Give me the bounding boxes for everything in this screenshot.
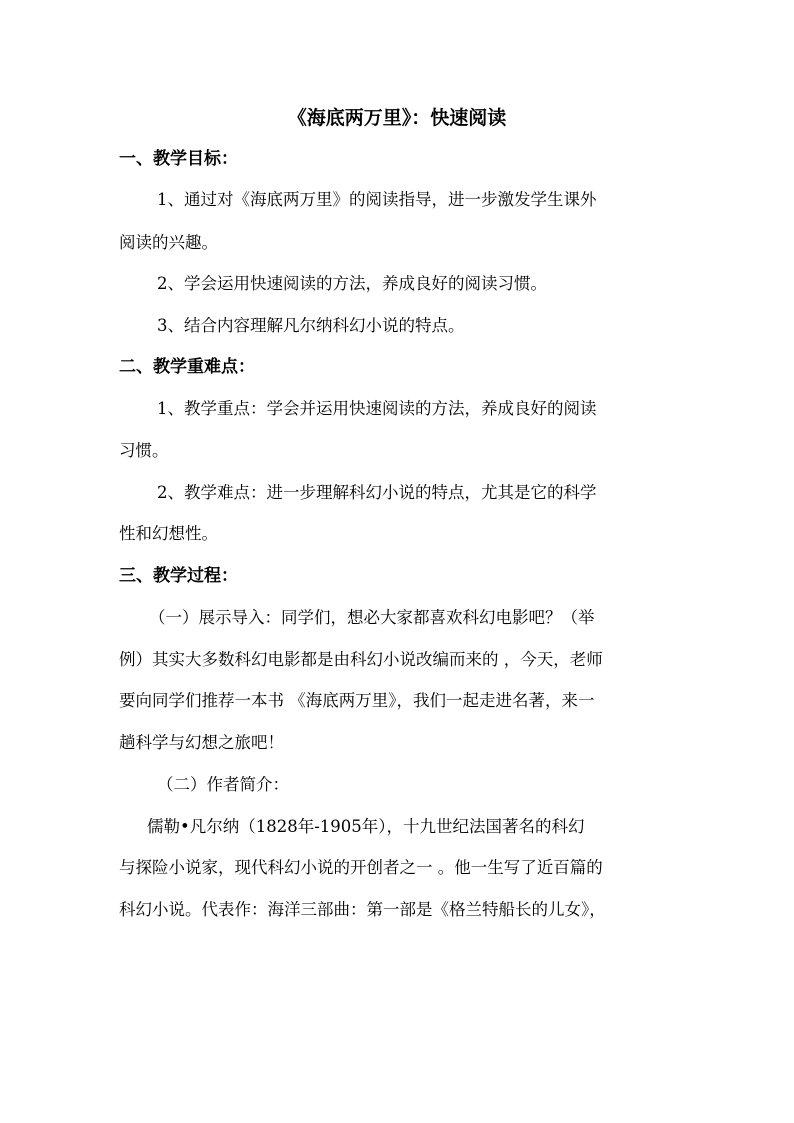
key-point-1-line-2: 习惯。 (119, 441, 169, 460)
author-intro-heading: （二）作者简介： (157, 775, 289, 794)
author-line-2: 与探险小说家，现代科幻小说的开创者之一 。他一生写了近百篇的 (119, 858, 603, 877)
intro-line-3: 要向同学们推荐一本书 《海底两万里》，我们一起走进名著，来一 (119, 691, 595, 710)
intro-line-1: （一）展示导入：同学们，想必大家都喜欢科幻电影吧？（举 (149, 608, 595, 627)
key-point-1-line-1: 1、教学重点：学会并运用快速阅读的方法，养成良好的阅读 (157, 399, 597, 418)
author-line-3: 科幻小说。代表作：海洋三部曲：第一部是《格兰特船长的儿女》， (119, 900, 606, 919)
section-heading-teaching-goals: 一、教学目标： (119, 149, 238, 169)
author-line-1: 儒勒•凡尔纳（1828年-1905年），十九世纪法国著名的科幻 (147, 817, 585, 836)
intro-line-4: 趟科学与幻想之旅吧！ (119, 733, 284, 752)
goal-2: 2、学会运用快速阅读的方法，养成良好的阅读习惯。 (157, 274, 547, 293)
goal-3: 3、结合内容理解凡尔纳科幻小说的特点。 (157, 316, 465, 335)
intro-line-2: 例）其实大多数科幻电影都是由科幻小说改编而来的 ，今天，老师 (119, 650, 603, 669)
goal-1-line-1: 1、通过对《海底两万里》的阅读指导，进一步激发学生课外 (157, 190, 597, 209)
section-heading-key-points: 二、教学重难点： (119, 357, 255, 377)
document-title: 《海底两万里》：快速阅读 (287, 107, 507, 129)
goal-1-line-2: 阅读的兴趣。 (119, 233, 218, 252)
key-point-2-line-2: 性和幻想性。 (119, 524, 218, 543)
section-heading-teaching-process: 三、教学过程： (119, 566, 238, 586)
key-point-2-line-1: 2、教学难点：进一步理解科幻小说的特点，尤其是它的科学 (157, 483, 597, 502)
